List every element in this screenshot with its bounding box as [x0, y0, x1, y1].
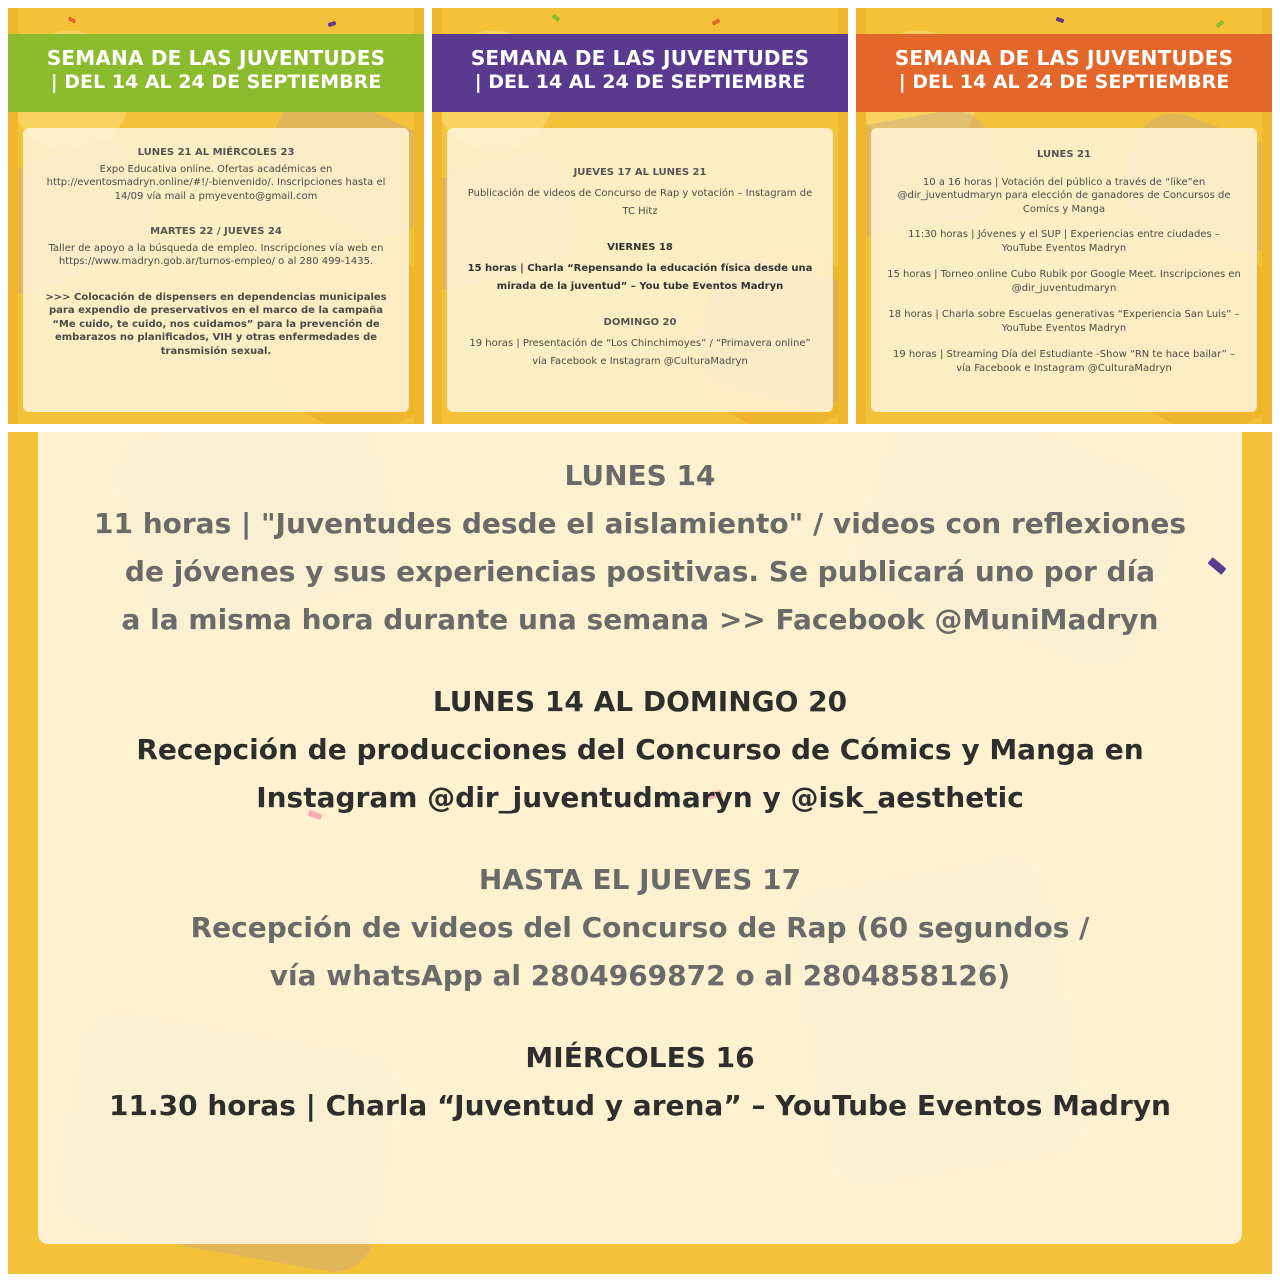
schedule-block: [887, 268, 1241, 295]
header-dates: | DEL 14 AL 24 DE SEPTIEMBRE: [50, 71, 382, 93]
schedule-line: de jóvenes y sus experiencias positivas. Se publicará uno por día: [124, 555, 1156, 588]
schedule-section: [68, 856, 1212, 1000]
schedule-block: [39, 291, 393, 359]
schedule-block: [39, 225, 393, 269]
schedule-text: Taller de apoyo a la búsqueda de empleo. Inscripciones vía web en https://www.madryn.gob.ar/turnos-empleo/ o al 280 499-1435.: [48, 242, 384, 267]
schedule-text: 19 horas | Streaming Día del Estudiante -Show “RN te hace bailar” – vía Facebook e Instagram @CulturaMadryn: [892, 349, 1236, 374]
poster-panel-4: [8, 432, 1272, 1274]
poster-panel-2: [432, 8, 848, 424]
schedule-line: 11 horas | "Juventudes desde el aislamiento" / videos con reflexiones: [93, 507, 1187, 540]
schedule-line: Recepción de videos del Concurso de Rap (60 segundos /: [190, 911, 1090, 944]
poster-panel-1: [8, 8, 424, 424]
schedule-line: a la misma hora durante una semana >> Facebook @MuniMadryn: [121, 603, 1159, 636]
schedule-text: Expo Educativa online. Ofertas académicas en http://eventosmadryn.online/#!/-bienvenido/. Inscripciones hasta el 14/09 vía mail a pmyevento@gmail.com: [46, 163, 386, 202]
poster-header: [856, 34, 1272, 112]
header-dates: | DEL 14 AL 24 DE SEPTIEMBRE: [898, 71, 1230, 93]
header-dates: | DEL 14 AL 24 DE SEPTIEMBRE: [474, 71, 806, 93]
schedule-text: Publicación de videos de Concurso de Rap y votación – Instagram de TC Hitz: [467, 188, 813, 217]
schedule-block: [463, 164, 817, 221]
schedule-heading: LUNES 21 AL MIÉRCOLES 23: [137, 147, 295, 158]
schedule-block: [887, 308, 1241, 335]
schedule-text: >>> Colocación de dispensers en dependencias municipales para expendio de preservativos en el marco de la campaña “Me cuido, te cuido, nos cuidamos” para la prevención de embarazos no planificados, VIH y otras enfermedades de transmisión sexual.: [45, 291, 387, 357]
header-title: SEMANA DE LAS JUVENTUDES: [46, 46, 386, 70]
schedule-card: [23, 128, 409, 412]
poster-header: [432, 34, 848, 112]
schedule-heading: VIERNES 18: [607, 242, 673, 253]
schedule-heading: JUEVES 17 AL LUNES 21: [573, 167, 707, 178]
schedule-section: [68, 678, 1212, 822]
schedule-heading: HASTA EL JUEVES 17: [478, 863, 802, 896]
schedule-block: [463, 239, 817, 296]
schedule-text: 18 horas | Charla sobre Escuelas generativas “Experiencia San Luis” – YouTube Eventos Madryn: [888, 309, 1240, 334]
schedule-heading: DOMINGO 20: [603, 317, 677, 328]
schedule-block: [887, 148, 1241, 216]
schedule-heading: LUNES 14: [564, 459, 716, 492]
schedule-heading: MARTES 22 / JUEVES 24: [150, 226, 282, 237]
schedule-list: [68, 452, 1212, 1156]
schedule-heading: LUNES 21: [1037, 149, 1091, 160]
schedule-block: [887, 348, 1241, 375]
schedule-block: [39, 146, 393, 203]
poster-panel-3: [856, 8, 1272, 424]
schedule-text: 19 horas | Presentación de “Los Chinchimoyes” / “Primavera online” vía Facebook e Instagram @CulturaMadryn: [469, 338, 811, 367]
schedule-card: [871, 128, 1257, 412]
schedule-text: 15 horas | Torneo online Cubo Rubik por Google Meet. Inscripciones en @dir_juventudmaryn: [887, 269, 1241, 294]
schedule-line: 11.30 horas | Charla “Juventud y arena” – YouTube Eventos Madryn: [109, 1089, 1171, 1122]
schedule-card: [447, 128, 833, 412]
schedule-section: [68, 1034, 1212, 1130]
schedule-heading: LUNES 14 AL DOMINGO 20: [432, 685, 848, 718]
header-title: SEMANA DE LAS JUVENTUDES: [470, 46, 810, 70]
schedule-text: 15 horas | Charla “Repensando la educación física desde una mirada de la juventud” – You tube Eventos Madryn: [467, 263, 813, 292]
schedule-block: [463, 314, 817, 371]
header-title: SEMANA DE LAS JUVENTUDES: [894, 46, 1234, 70]
schedule-text: 11:30 horas | Jóvenes y el SUP | Experiencias entre ciudades – YouTube Eventos Madryn: [908, 229, 1220, 254]
schedule-block: [887, 228, 1241, 255]
schedule-line: Recepción de producciones del Concurso de Cómics y Manga en: [136, 733, 1144, 766]
poster-header: [8, 34, 424, 112]
schedule-heading: MIÉRCOLES 16: [525, 1041, 755, 1074]
schedule-text: 10 a 16 horas | Votación del público a través de “like”en @dir_juventudmaryn para elección de ganadores de Concursos de Comics y Manga: [897, 176, 1231, 215]
schedule-section: [68, 452, 1212, 644]
schedule-line: vía whatsApp al 2804969872 o al 2804858126): [269, 959, 1011, 992]
schedule-line: Instagram @dir_juventudmaryn y @isk_aesthetic: [256, 781, 1024, 814]
